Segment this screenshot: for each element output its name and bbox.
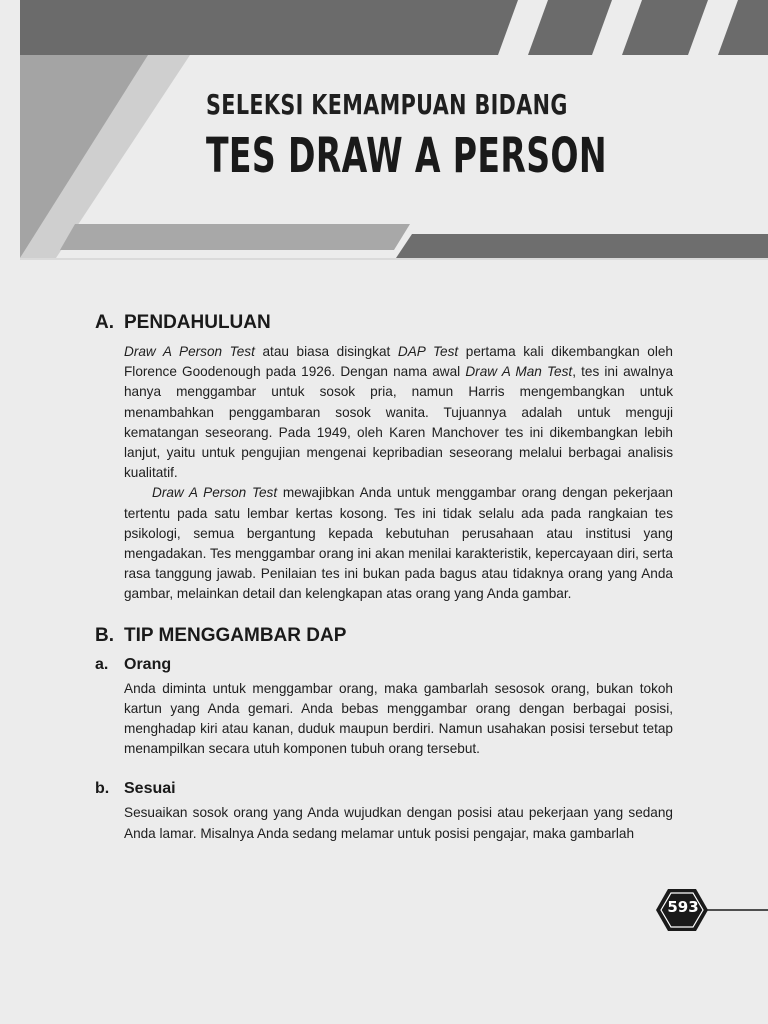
page-number: 593: [667, 898, 699, 916]
subheading-orang: [95, 653, 673, 677]
section-number: A.: [95, 312, 114, 333]
italic-term: Draw A Man Test: [465, 364, 573, 380]
italic-term: DAP Test: [397, 344, 459, 359]
text-run: atau biasa disingkat: [254, 344, 398, 359]
paragraph-intro: [95, 342, 673, 483]
text-run: , tes ini awalnya hanya menggambar untuk sosok pria, namun Harris mengembangkan untuk menambahkan penggambaran sosok wanita. Tujuannya adalah untuk menguji kematangan seseorang. Pada 1949, oleh Karen Manchover tes ini dikembangkan lebih lanjut, yaitu untuk pengujian mengenai kepribadian seseorang melalui berbagai analisis kualitatif.: [124, 364, 673, 481]
text-run: mewajibkan Anda untuk menggambar orang dengan pekerjaan tertentu pada satu lembar kertas kosong. Tes ini tidak selalu ada pada rangkaian tes psikologi, semua bergantung kepada kebutuhan perusahaan atau institusi yang mengadakan. Tes menggambar orang ini akan menilai karakteristik, kepercayaan diri, serta rasa tanggung jawab. Penilaian tes ini bukan pada bagus atau tidaknya orang yang Anda gambar, melainkan detail dan kelengkapan atas orang yang Anda gambar.: [124, 485, 673, 602]
chapter-title: TES DRAW A PERSON: [206, 128, 607, 184]
banner-rule: [20, 258, 768, 260]
paragraph-orang: Anda diminta untuk menggambar orang, maka gambarlah sesosok orang, bukan tokoh kartun yang Anda gemari. Anda bebas menggambar orang dengan berbagai posisi, menghadap kiri atau kanan, duduk maupun berdiri. Namun usahakan posisi tersebut tetap menampilkan secara utuh komponen tubuh orang tersebut.: [124, 680, 673, 757]
section-title: PENDAHULUAN: [124, 312, 271, 333]
section-title: TIP MENGGAMBAR DAP: [124, 624, 347, 646]
subsection-title: Orang: [124, 655, 172, 673]
section-number: B.: [95, 624, 114, 646]
subheading-sesuai: [95, 777, 673, 801]
chapter-kicker: SELEKSI KEMAMPUAN BIDANG: [206, 88, 568, 121]
banner-bottom-bar-dark: [396, 234, 768, 258]
section-heading-tip: [95, 623, 673, 649]
italic-term: Draw A Person Test: [124, 344, 255, 359]
subsection-number: a.: [95, 655, 109, 673]
section-heading-pendahuluan: [95, 310, 673, 336]
subsection-number: b.: [95, 780, 110, 798]
paragraph-sesuai: Sesuaikan sosok orang yang Anda wujudkan dengan posisi atau pekerjaan yang sedang Anda lamar. Misalnya Anda sedang melamar untuk posisi pengajar, maka gambarlah: [124, 805, 673, 841]
italic-term: Draw A Person Test: [152, 485, 278, 501]
subsection-title: Sesuai: [124, 780, 176, 798]
banner-bottom-bar-light: [60, 224, 410, 250]
banner-top-bar: [20, 0, 768, 55]
page-content: [95, 310, 673, 844]
paragraph-dap-requirement: [95, 483, 673, 604]
text-run: pertama kali dikembangkan oleh Florence Goodenough pada 1926. Dengan nama awal: [124, 344, 673, 380]
